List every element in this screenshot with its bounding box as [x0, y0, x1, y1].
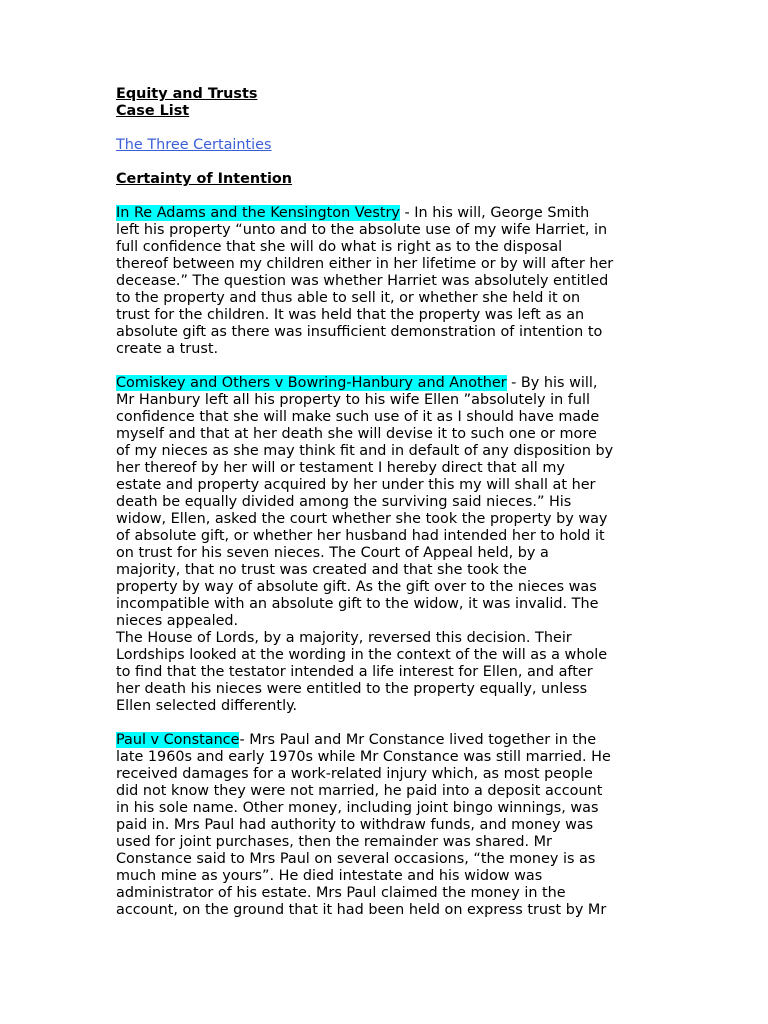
case-line: In Re Adams and the Kensington Vestry - In his will, George Smith [116, 205, 590, 221]
case-line: create a trust. [116, 341, 219, 357]
case-name-highlight: Comiskey and Others v Bowring-Hanbury and Another [116, 375, 507, 391]
case-line: Mr Hanbury left all his property to his wife Ellen ”absolutely in full [116, 392, 590, 408]
case-line: myself and that at her death she will devise it to such one or more [116, 426, 597, 442]
case-line: Lordships looked at the wording in the context of the will as a whole [116, 647, 608, 663]
case-line: did not know they were not married, he paid into a deposit account [116, 783, 603, 799]
case-line: received damages for a work-related injury which, as most people [116, 766, 593, 782]
case-line: of absolute gift, or whether her husband had intended her to hold it [116, 528, 605, 544]
case-line: to the property and thus able to sell it, or whether she held it on [116, 290, 581, 306]
case-line: property by way of absolute gift. As the gift over to the nieces was [116, 579, 597, 595]
case-line: widow, Ellen, asked the court whether she took the property by way [116, 511, 608, 527]
document-page [116, 86, 656, 919]
case-line: thereof between my children either in her lifetime or by will after her [116, 256, 614, 272]
case-line: much mine as yours”. He died intestate and his widow was [116, 868, 543, 884]
subsection-heading: Certainty of Intention [116, 171, 293, 187]
document-title: Equity and Trusts [116, 86, 258, 102]
case-line: incompatible with an absolute gift to the widow, it was invalid. The [116, 596, 599, 612]
case-line: confidence that she will make such use of it as I should have made [116, 409, 600, 425]
case-line: full confidence that she will do what is right as to the disposal [116, 239, 563, 255]
case-line: of my nieces as she may think fit and in default of any disposition by [116, 443, 614, 459]
case-line: nieces appealed. [116, 613, 239, 629]
case-line: her death his nieces were entitled to the property equally, unless [116, 681, 588, 697]
case-line: administrator of his estate. Mrs Paul claimed the money in the [116, 885, 566, 901]
case-line: paid in. Mrs Paul had authority to withdraw funds, and money was [116, 817, 594, 833]
case-line: in his sole name. Other money, including joint bingo winnings, was [116, 800, 599, 816]
case-name-highlight: Paul v Constance [116, 732, 240, 748]
case-entry [116, 205, 656, 358]
case-line: to find that the testator intended a life interest for Ellen, and after [116, 664, 593, 680]
case-line: decease.” The question was whether Harriet was absolutely entitled [116, 273, 609, 289]
case-line: majority, that no trust was created and that she took the [116, 562, 527, 578]
document-subtitle: Case List [116, 103, 190, 119]
case-line: left his property “unto and to the absolute use of my wife Harriet, in [116, 222, 608, 238]
case-line: absolute gift as there was insufficient demonstration of intention to [116, 324, 603, 340]
section-link-three-certainties[interactable]: The Three Certainties [116, 137, 272, 153]
case-line: her thereof by her will or testament I hereby direct that all my [116, 460, 565, 476]
case-line: Ellen selected differently. [116, 698, 298, 714]
case-line: account, on the ground that it had been held on express trust by Mr [116, 902, 607, 918]
case-entry [116, 375, 656, 715]
case-line: Comiskey and Others v Bowring-Hanbury and Another - By his will, [116, 375, 598, 391]
case-line: The House of Lords, by a majority, reversed this decision. Their [116, 630, 572, 646]
case-line: used for joint purchases, then the remainder was shared. Mr [116, 834, 552, 850]
case-name-highlight: In Re Adams and the Kensington Vestry [116, 205, 400, 221]
case-line: death be equally divided among the surviving said nieces.” His [116, 494, 572, 510]
case-line: Paul v Constance- Mrs Paul and Mr Constance lived together in the [116, 732, 597, 748]
case-line: on trust for his seven nieces. The Court of Appeal held, by a [116, 545, 549, 561]
case-line: Constance said to Mrs Paul on several occasions, “the money is as [116, 851, 596, 867]
case-line: estate and property acquired by her under this my will shall at her [116, 477, 596, 493]
case-line: trust for the children. It was held that the property was left as an [116, 307, 585, 323]
case-line: late 1960s and early 1970s while Mr Constance was still married. He [116, 749, 611, 765]
case-entry [116, 732, 656, 919]
